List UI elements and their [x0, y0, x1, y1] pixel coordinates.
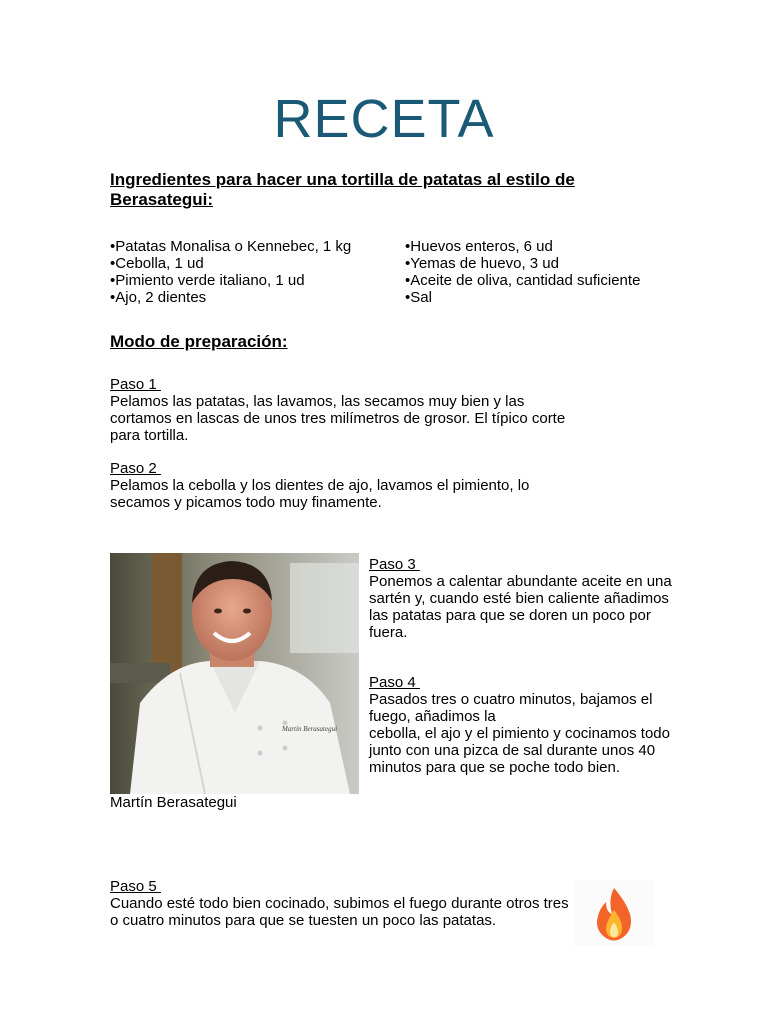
ingredients-list-left	[110, 238, 351, 306]
preparation-heading: Modo de preparación:	[110, 332, 288, 351]
svg-text:Martín Berasategui: Martín Berasategui	[282, 725, 338, 733]
chef-photo	[110, 553, 359, 794]
ingredient-item: • Cebolla, 1 ud	[110, 255, 351, 272]
ingredient-item: • Sal	[405, 289, 640, 306]
step-text: Ponemos a calentar abundante aceite en una sartén y, cuando esté bien caliente añadimos las patatas para que se doren un poco por fuera.	[369, 573, 672, 641]
ingredients-heading: Ingredientes para hacer una tortilla de patatas al estilo de Berasategui:	[110, 170, 575, 209]
step-label: Paso 1	[110, 376, 161, 393]
step-text: Cuando esté todo bien cocinado, subimos el fuego durante otros tres o cuatro minutos para que se tuesten un poco las patatas.	[110, 895, 569, 929]
step-text: Pelamos la cebolla y los dientes de ajo, lavamos el pimiento, lo secamos y picamos todo muy finamente.	[110, 477, 530, 511]
ingredient-item: • Ajo, 2 dientes	[110, 289, 351, 306]
step-text: Pasados tres o cuatro minutos, bajamos el fuego, añadimos la cebolla, el ajo y el pimiento y cocinamos todo junto con una pizca de sal durante unos 40 minutos para que se poche todo bien.	[369, 691, 670, 776]
step-label: Paso 4	[369, 674, 420, 691]
fire-icon	[574, 880, 654, 946]
ingredient-item: • Huevos enteros, 6 ud	[405, 238, 640, 255]
step-5	[110, 878, 570, 929]
step-1	[110, 376, 590, 444]
ingredient-item: • Pimiento verde italiano, 1 ud	[110, 272, 351, 289]
step-4	[369, 674, 674, 776]
step-label: Paso 5	[110, 878, 161, 895]
photo-caption: Martín Berasategui	[110, 794, 237, 811]
step-text: Pelamos las patatas, las lavamos, las secamos muy bien y las cortamos en lascas de unos tres milímetros de grosor. El típico corte para tortilla.	[110, 393, 566, 444]
ingredients-list-right	[405, 238, 640, 306]
step-label: Paso 3	[369, 556, 420, 573]
page-title: RECETA	[273, 89, 495, 149]
step-label: Paso 2	[110, 460, 161, 477]
ingredient-item: • Yemas de huevo, 3 ud	[405, 255, 640, 272]
step-2	[110, 460, 560, 511]
ingredient-item: • Aceite de oliva, cantidad suficiente	[405, 272, 640, 289]
ingredient-item: • Patatas Monalisa o Kennebec, 1 kg	[110, 238, 351, 255]
step-3	[369, 556, 674, 641]
